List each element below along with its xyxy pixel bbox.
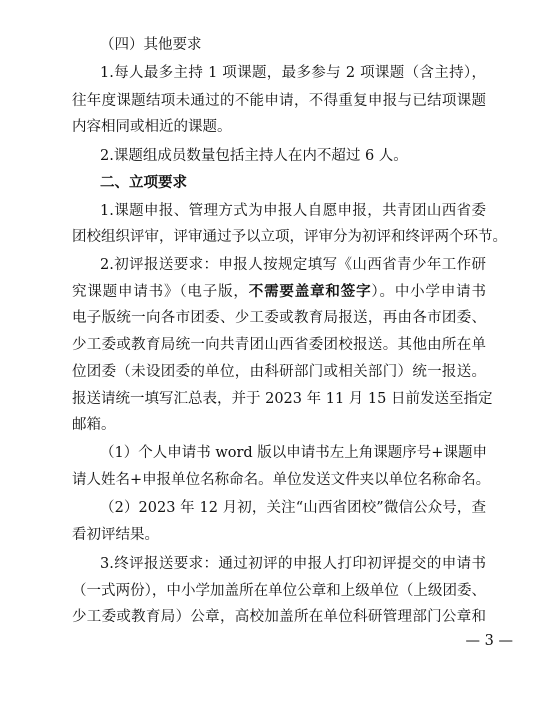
- paragraph-line: 3.终评报送要求：通过初评的申报人打印初评提交的申请书: [100, 556, 486, 572]
- paragraph-line: 看初评结果。: [72, 527, 159, 543]
- paragraph-line: 往年度课题结项未通过的不能申请，不得重复申报与已结项课题: [72, 93, 486, 109]
- paragraph-line: （一式两份），中小学加盖所在单位公章和上级单位（上级团委、: [72, 583, 486, 599]
- paragraph-line: 邮箱。: [72, 417, 116, 433]
- section-heading-project-requirements: 二、立项要求: [100, 174, 187, 191]
- paragraph-line: 电子版统一向各市团委、少工委或教育局报送，再由各市团委、: [72, 310, 486, 326]
- paragraph-line: 1.课题申报、管理方式为申报人自愿申报，共青团山西省委: [100, 203, 486, 219]
- page-number: — 3 —: [465, 633, 513, 649]
- section-heading-other-requirements: （四）其他要求: [100, 37, 202, 53]
- paragraph-line: 团校组织评审，评审通过予以立项，评审分为初评和终评两个环节。: [72, 229, 507, 245]
- paragraph-line: 少工委或教育局统一向共青团山西省委团校报送。其他由所在单: [72, 337, 486, 353]
- paragraph-line: 2.课题组成员数量包括主持人在内不超过 6 人。: [100, 148, 408, 164]
- paragraph-line: 位团委（未设团委的单位，由科研部门或相关部门）统一报送。: [72, 364, 486, 380]
- paragraph-line: 2.初评报送要求：申报人按规定填写《山西省青少年工作研: [100, 257, 486, 273]
- paragraph-line: 究课题申请书》（电子版，不需要盖章和签字）。中小学申请书: [72, 283, 487, 300]
- paragraph-line: （1）个人申请书 word 版以申请书左上角课题序号+课题申: [100, 445, 487, 461]
- paragraph-line: 内容相同或相近的课题。: [72, 119, 232, 135]
- paragraph-line: （2）2023 年 12 月初，关注“山西省团校”微信公众号，查: [100, 500, 486, 516]
- paragraph-line: 少工委或教育局）公章，高校加盖所在单位科研管理部门公章和: [72, 609, 486, 625]
- paragraph-line: 1.每人最多主持 1 项课题，最多参与 2 项课题（含主持），: [100, 65, 486, 81]
- paragraph-line: 报送请统一填写汇总表，并于 2023 年 11 月 15 日前发送至指定: [72, 391, 493, 407]
- paragraph-line: 请人姓名+申报单位名称命名。单位发送文件夹以单位名称命名。: [72, 472, 491, 488]
